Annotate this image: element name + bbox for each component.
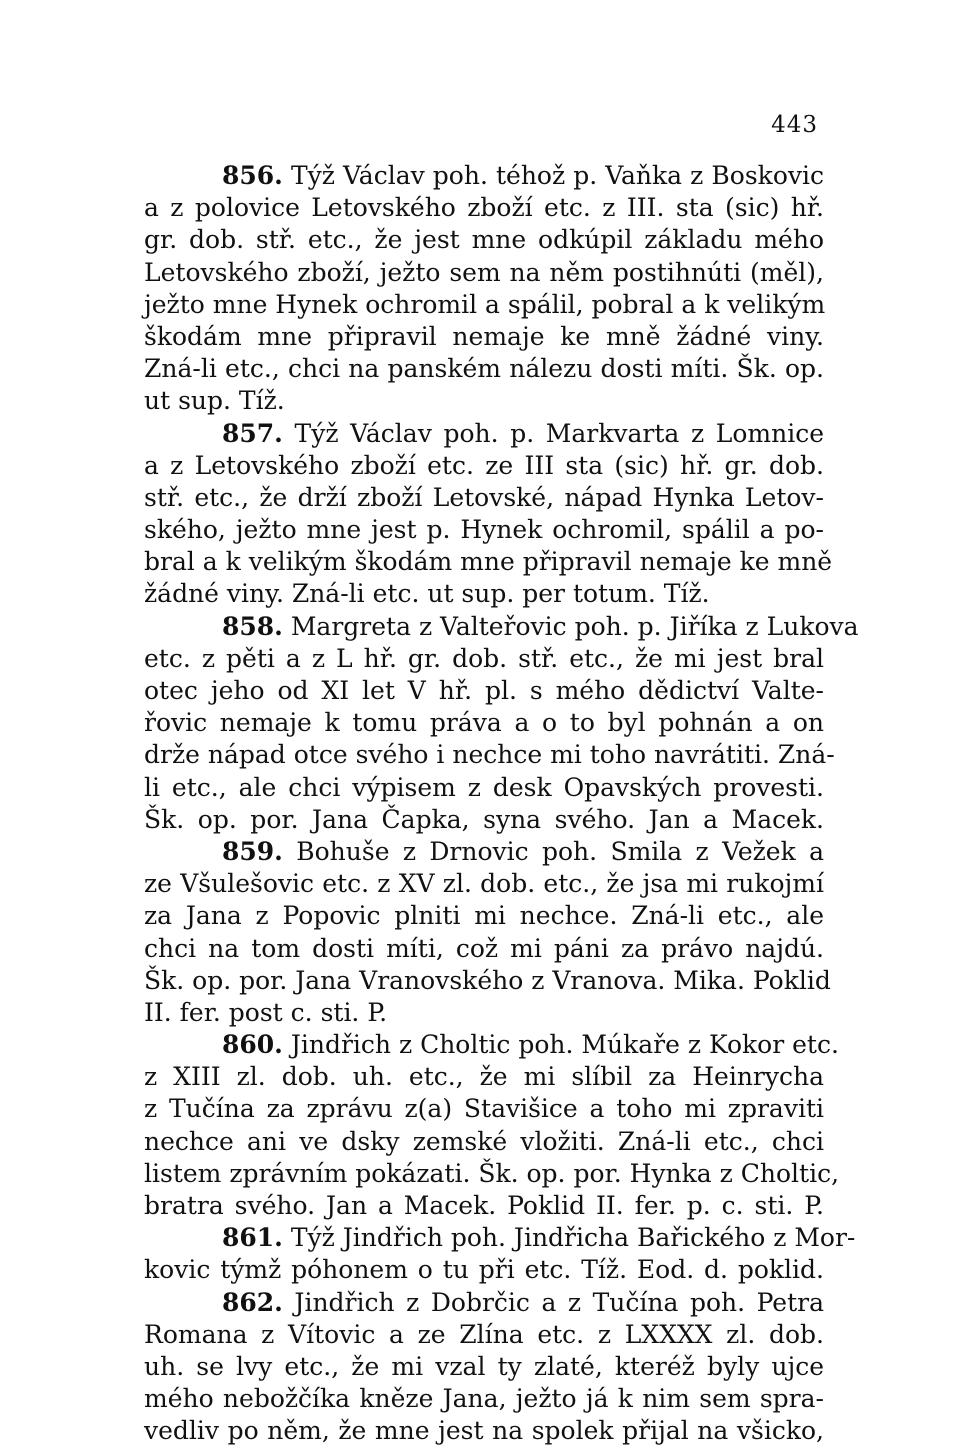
text-line: [144, 1093, 824, 1125]
text-line: [144, 1383, 824, 1415]
line-text: a z polovice Letovského zboží etc. z III. sta (sic) hř.: [144, 193, 824, 223]
line-text: škodám mne připravil nemaje ke mně žádné viny.: [144, 321, 824, 351]
line-text: ze Všulešovic etc. z XV zl. dob. etc., že jsa mi rukojmí: [144, 869, 824, 899]
text-line: [144, 257, 824, 289]
entry-number: 857.: [222, 418, 283, 448]
text-line: [144, 1158, 840, 1190]
line-text: nechce ani ve dsky zemské vložiti. Zná-li etc., chci: [144, 1126, 824, 1156]
text-line: [144, 707, 824, 739]
line-text: ut sup. Tíž.: [144, 386, 285, 416]
line-text: Šk. op. por. Jana Čapka, syna svého. Jan a Macek.: [144, 804, 824, 834]
text-line: [144, 997, 824, 1029]
text-line: [144, 1061, 824, 1093]
text-line: [144, 450, 824, 482]
entry-number: 862.: [222, 1287, 283, 1317]
text-line: [144, 321, 824, 353]
text-line: [144, 353, 824, 385]
text-line: [144, 385, 824, 417]
page-number: 443: [771, 112, 818, 138]
line-text: mého nebožčíka kněze Jana, ježto já k nim sem spra-: [144, 1384, 824, 1414]
text-line: [144, 739, 835, 771]
entry-first-line: [144, 1029, 839, 1061]
text-line: [144, 514, 824, 546]
text-line: [144, 772, 824, 804]
line-text: etc. z pěti a z L hř. gr. dob. stř. etc., že mi jest bral: [144, 643, 824, 673]
text-line: [144, 965, 831, 997]
entry-number: 860.: [222, 1030, 283, 1060]
line-text: gr. dob. stř. etc., že jest mne odkúpil základu mého: [144, 225, 824, 255]
entry-first-line: [144, 418, 824, 450]
entry-first-line: [144, 611, 859, 643]
line-text: Letovského zboží, ježto sem na něm postihnúti (měl),: [144, 257, 824, 287]
text-line: [144, 546, 833, 578]
line-text: Šk. op. por. Jana Vranovského z Vranova. Mika. Poklid: [144, 965, 831, 995]
text-line: [144, 289, 824, 321]
line-text: Týž Jindřich poh. Jindřicha Bařického z Mor-: [282, 1223, 856, 1253]
line-text: listem zprávním pokázati. Šk. op. por. Hynka z Choltic,: [144, 1158, 840, 1188]
line-text: chci na tom dosti míti, což mi páni za právo najdú.: [144, 933, 824, 963]
text-line: [144, 804, 824, 836]
line-text: vedliv po něm, že mne jest na spolek přijal na všicko,: [144, 1416, 824, 1446]
line-text: Jindřich z Choltic poh. Múkaře z Kokor etc.: [282, 1030, 839, 1060]
line-text: uh. se lvy etc., že mi vzal ty zlaté, kteréž byly ujce: [144, 1351, 824, 1381]
line-text: žádné viny. Zná-li etc. ut sup. per totum. Tíž.: [144, 579, 710, 609]
text-line: [144, 933, 824, 965]
entry-first-line: [144, 1287, 824, 1319]
line-text: otec jeho od XI let V hř. pl. s mého dědictví Valte-: [144, 676, 824, 705]
line-text: za Jana z Popovic plniti mi nechce. Zná-li etc., ale: [144, 901, 824, 931]
text-line: [144, 868, 824, 900]
line-text: li etc., ale chci výpisem z desk Opavských provesti.: [144, 772, 824, 802]
text-line: [144, 1254, 824, 1286]
line-text: bral a k velikým škodám mne připravil nemaje ke mně: [144, 547, 833, 577]
text-line: [144, 675, 824, 707]
line-text: bratra svého. Jan a Macek. Poklid II. fer. p. c. sti. P.: [144, 1191, 824, 1220]
line-text: ského, ježto mne jest p. Hynek ochromil, spálil a po-: [144, 515, 824, 545]
line-text: kovic týmž póhonem o tu při etc. Tíž. Eod. d. poklid.: [144, 1255, 824, 1285]
body-text: [144, 160, 859, 1448]
entry-first-line: [144, 1222, 856, 1254]
line-text: a z Letovského zboží etc. ze III sta (sic) hř. gr. dob.: [144, 450, 824, 480]
line-text: stř. etc., že drží zboží Letovské, nápad Hynka Letov-: [144, 482, 824, 512]
line-text: drže nápad otce svého i nechce mi toho navrátiti. Zná-: [144, 740, 835, 770]
text-line: [144, 192, 824, 224]
text-line: [144, 1351, 824, 1383]
line-text: řovic nemaje k tomu práva a o to byl pohnán a on: [144, 708, 824, 738]
line-text: z XIII zl. dob. uh. etc., že mi slíbil za Heinrycha: [144, 1062, 824, 1092]
entry-first-line: [144, 160, 824, 192]
text-line: [144, 1190, 824, 1222]
line-text: Jindřich z Dobrčic a z Tučína poh. Petra: [282, 1287, 824, 1317]
text-line: [144, 578, 824, 610]
text-line: [144, 1126, 824, 1158]
entry-number: 858.: [222, 611, 283, 641]
entry-first-line: [144, 836, 824, 868]
line-text: Romana z Vítovic a ze Zlína etc. z LXXXX zl. dob.: [144, 1319, 824, 1349]
line-text: Margreta z Valteřovic poh. p. Jiříka z Lukova: [282, 611, 859, 641]
line-text: II. fer. post c. sti. P.: [144, 997, 388, 1027]
text-line: [144, 900, 824, 932]
line-text: ježto mne Hynek ochromil a spálil, pobral a k velikým: [144, 289, 826, 319]
text-line: [144, 643, 824, 675]
line-text: z Tučína za zprávu z(a) Stavišice a toho mi zpraviti: [144, 1094, 824, 1124]
line-text: Zná-li etc., chci na panském nálezu dosti míti. Šk. op.: [144, 354, 824, 384]
entry-number: 856.: [222, 161, 283, 190]
line-text: Týž Václav poh. téhož p. Vaňka z Boskovic: [282, 161, 824, 190]
text-line: [144, 1415, 824, 1447]
text-line: [144, 482, 824, 514]
entry-number: 861.: [222, 1223, 283, 1253]
line-text: Bohuše z Drnovic poh. Smila z Vežek a: [282, 836, 824, 866]
entry-number: 859.: [222, 836, 283, 866]
text-line: [144, 1319, 824, 1351]
line-text: Týž Václav poh. p. Markvarta z Lomnice: [282, 418, 824, 448]
text-line: [144, 224, 824, 256]
